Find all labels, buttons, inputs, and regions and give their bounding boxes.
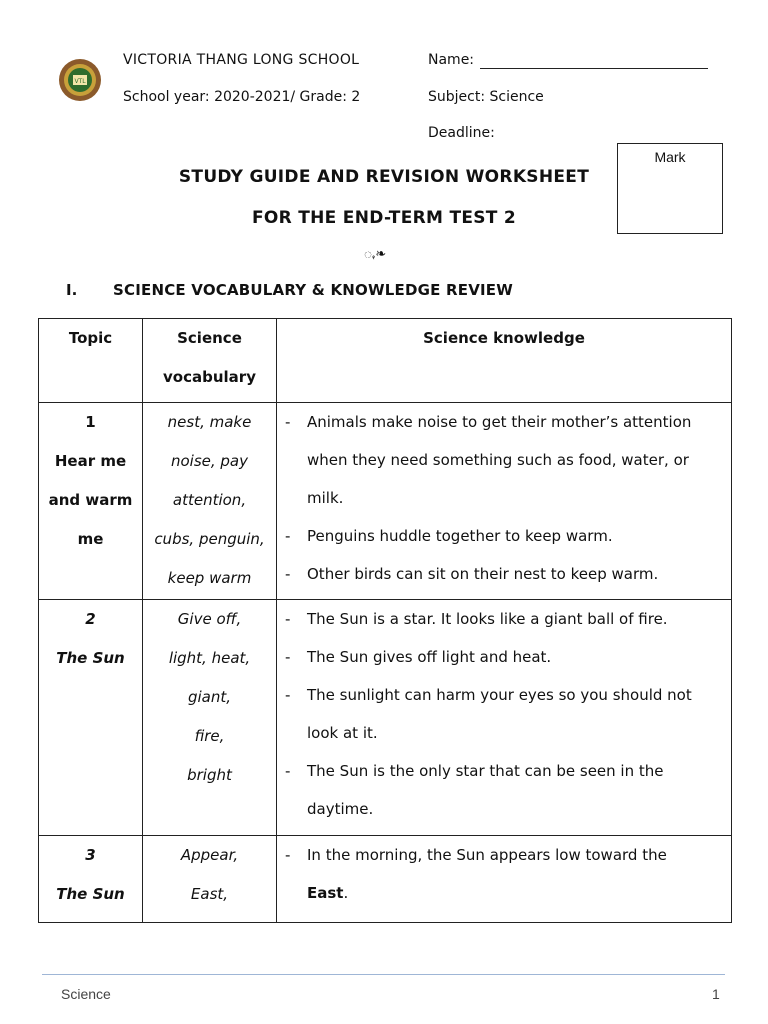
knowledge-item: - The Sun is a star. It looks like a giant ball of fire. <box>285 610 668 628</box>
table-row <box>39 836 732 923</box>
worksheet-title: STUDY GUIDE AND REVISION WORKSHEET <box>178 167 590 187</box>
ornament-divider: ꩻ❧ <box>364 247 387 262</box>
vocab-line: Appear, <box>180 846 239 864</box>
vocabulary-table <box>38 318 732 923</box>
name-blank-line[interactable] <box>480 52 708 69</box>
vocab-line: fire, <box>194 727 225 745</box>
topic-cell <box>39 403 143 600</box>
topic-number: 3 <box>85 846 96 864</box>
knowledge-cell <box>277 403 732 600</box>
knowledge-item: - Penguins huddle together to keep warm. <box>285 527 613 545</box>
knowledge-item: - Other birds can sit on their nest to keep warm. <box>285 565 659 583</box>
vocab-line: giant, <box>187 688 232 706</box>
vocab-line: East, <box>190 885 229 903</box>
section-title: SCIENCE VOCABULARY & KNOWLEDGE REVIEW <box>113 281 513 299</box>
vocab-line: attention, <box>172 491 247 509</box>
topic-name-line: me <box>77 530 104 548</box>
header-topic: Topic <box>39 319 143 403</box>
mark-label: Mark <box>654 149 686 165</box>
topic-cell <box>39 600 143 836</box>
knowledge-item-continued: East. <box>307 884 349 902</box>
bold-term: East <box>307 884 344 902</box>
footer-divider <box>42 974 725 975</box>
knowledge-cell <box>277 600 732 836</box>
header-knowledge: Science knowledge <box>277 319 732 403</box>
worksheet-subtitle: FOR THE END-TERM TEST 2 <box>251 208 517 228</box>
subject-label: Subject: Science <box>428 89 544 105</box>
table-row <box>39 600 732 836</box>
table-row <box>39 403 732 600</box>
header-vocabulary: Science vocabulary <box>143 319 277 403</box>
topic-name-line: Hear me <box>54 452 127 470</box>
vocab-line: Give off, <box>177 610 242 628</box>
vocab-line: bright <box>187 766 232 784</box>
topic-number: 1 <box>85 413 96 431</box>
knowledge-item: - The Sun gives off light and heat. <box>285 648 552 666</box>
footer-subject: Science <box>61 986 111 1002</box>
vocabulary-cell <box>143 600 277 836</box>
school-name: VICTORIA THANG LONG SCHOOL <box>123 52 360 68</box>
topic-name-line: The Sun <box>56 885 125 903</box>
section-number: I. <box>66 281 78 299</box>
topic-cell <box>39 836 143 923</box>
vocabulary-cell <box>143 836 277 923</box>
name-label: Name: <box>428 52 475 68</box>
topic-name-line: and warm <box>48 491 133 509</box>
vocabulary-cell <box>143 403 277 600</box>
topic-number: 2 <box>85 610 96 628</box>
vocab-line: nest, make <box>167 413 252 431</box>
knowledge-item: - In the morning, the Sun appears low toward the <box>285 846 667 864</box>
page-number: 1 <box>712 986 720 1002</box>
knowledge-cell <box>277 836 732 923</box>
name-field <box>428 52 708 69</box>
vocab-line: keep warm <box>167 569 252 587</box>
knowledge-item: - Animals make noise to get their mother’s attention when they need something such as food, water, or milk. <box>285 413 692 507</box>
table-header-row <box>39 319 732 403</box>
topic-name-line: The Sun <box>56 649 125 667</box>
vocab-line: light, heat, <box>168 649 251 667</box>
vocab-line: noise, pay <box>170 452 249 470</box>
school-logo <box>58 58 102 102</box>
vocab-line: cubs, penguin, <box>154 530 265 548</box>
knowledge-item: - The Sun is the only star that can be seen in the daytime. <box>285 762 664 818</box>
deadline-label: Deadline: <box>428 125 495 141</box>
knowledge-item: - The sunlight can harm your eyes so you should not look at it. <box>285 686 692 742</box>
logo-initials: VTL <box>74 78 86 85</box>
school-year: School year: 2020-2021/ Grade: 2 <box>123 89 361 105</box>
